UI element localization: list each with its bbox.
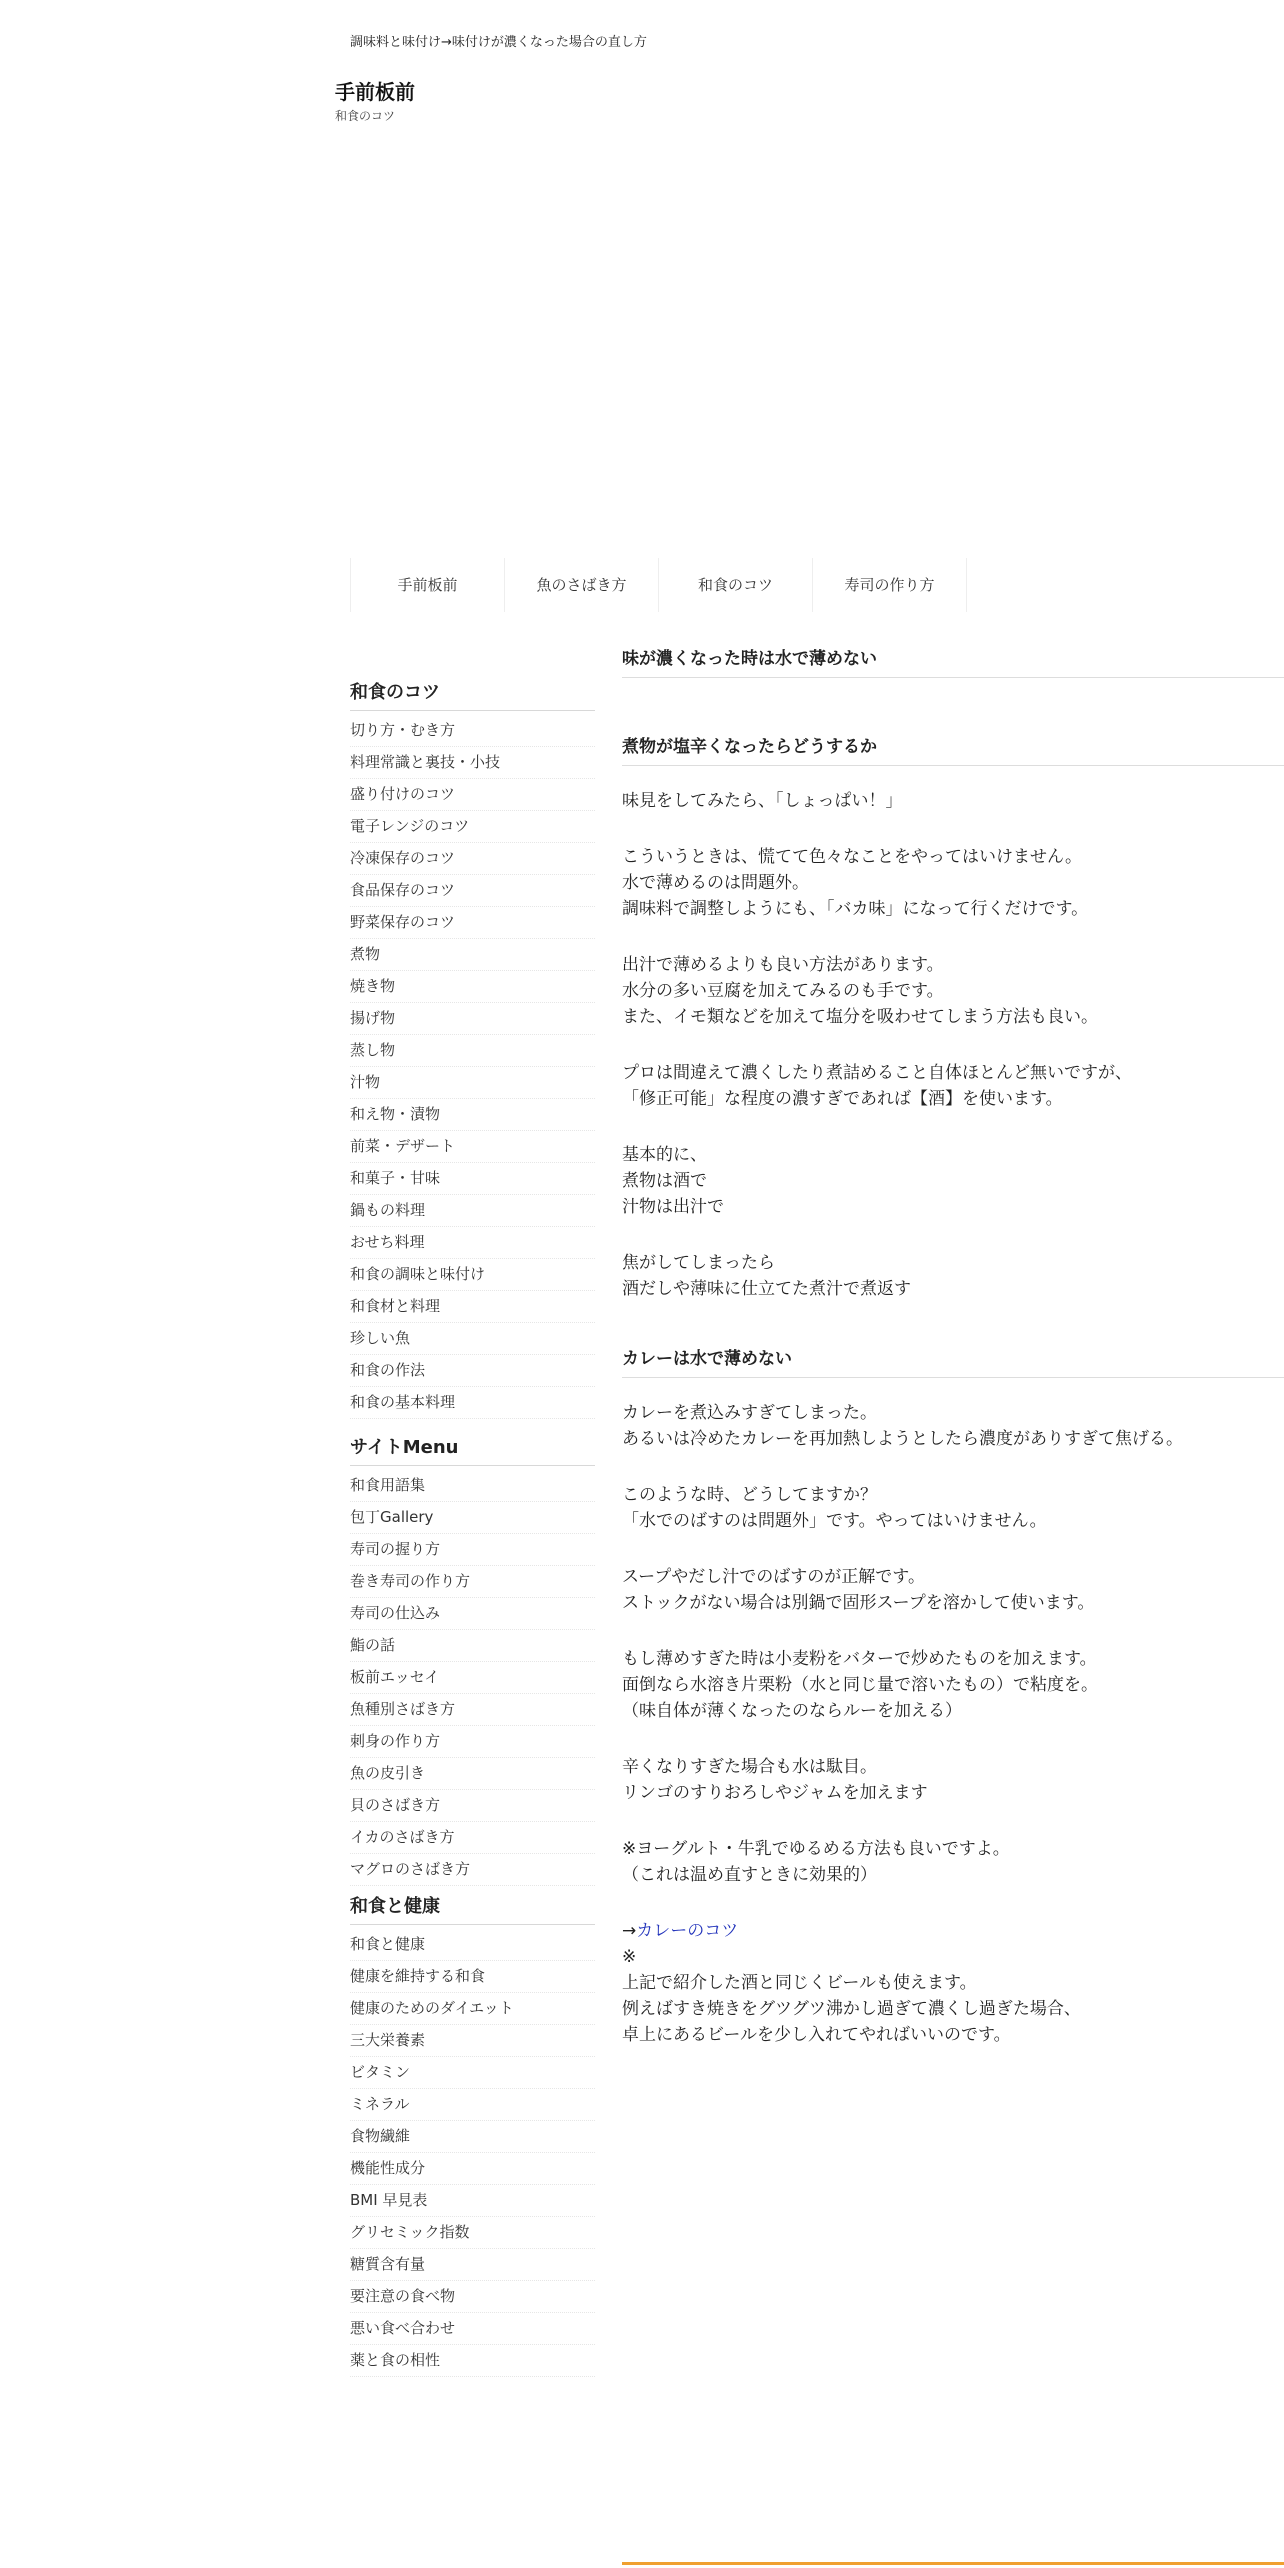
paragraph: （これは温め直すときに効果的）: [622, 1865, 877, 1885]
sidebar-item[interactable]: [350, 715, 595, 747]
paragraph: （味自体が薄くなったのならルーを加える）: [622, 1701, 962, 1721]
sidebar-item[interactable]: [350, 2025, 595, 2057]
article: [622, 644, 1284, 2048]
sidebar-item-link[interactable]: 寿司の仕込み: [350, 1604, 441, 1622]
sidebar-item[interactable]: [350, 1566, 595, 1598]
sidebar-item[interactable]: [350, 779, 595, 811]
sidebar-item[interactable]: [350, 1534, 595, 1566]
sidebar-list-washoku: [350, 715, 595, 1419]
sidebar-item[interactable]: [350, 1758, 595, 1790]
paragraph: カレーを煮込みすぎてしまった。: [622, 1403, 877, 1423]
paragraph: 味見をしてみたら、「しょっぱい！」: [622, 791, 903, 811]
sidebar-item[interactable]: [350, 1598, 595, 1630]
paragraph: また、イモ類などを加えて塩分を吸わせてしまう方法も良い。: [622, 1007, 1098, 1027]
sidebar-item-link[interactable]: ミネラル: [350, 2095, 410, 2113]
sidebar-item[interactable]: [350, 2281, 595, 2313]
sidebar-item[interactable]: [350, 2057, 595, 2089]
sidebar-item-link[interactable]: 和え物・漬物: [350, 1105, 441, 1123]
paragraph: 水で薄めるのは問題外。: [622, 873, 809, 893]
sidebar-heading-site-menu: サイトMenu: [350, 1431, 595, 1466]
sidebar-item[interactable]: [350, 1387, 595, 1419]
sidebar-item-link[interactable]: 悪い食べ合わせ: [350, 2319, 456, 2337]
sidebar-item-link[interactable]: 冷凍保存のコツ: [350, 849, 456, 867]
sidebar: [350, 676, 595, 2377]
sidebar-list-health: [350, 1929, 595, 2377]
sidebar-item-link[interactable]: 薬と食の相性: [350, 2351, 441, 2369]
paragraph: ※ヨーグルト・牛乳でゆるめる方法も良いですよ。: [622, 1839, 1010, 1859]
sidebar-item-link[interactable]: 刺身の作り方: [350, 1732, 441, 1750]
sidebar-item-link[interactable]: 料理常識と裏技・小技: [350, 753, 501, 771]
sidebar-item[interactable]: [350, 1470, 595, 1502]
sidebar-item[interactable]: [350, 1822, 595, 1854]
paragraph: 出汁で薄めるよりも良い方法があります。: [622, 955, 944, 975]
breadcrumb: 調味料と味付け→味付けが濃くなった場合の直し方: [350, 35, 647, 50]
paragraph: 基本的に、: [622, 1145, 707, 1165]
nav-item-washoku[interactable]: 和食のコツ: [659, 558, 813, 612]
sidebar-item[interactable]: [350, 1790, 595, 1822]
sidebar-item-link[interactable]: 貝のさばき方: [350, 1796, 441, 1814]
sidebar-item[interactable]: [350, 2345, 595, 2377]
paragraph: 「修正可能」な程度の濃すぎであれば【酒】を使います。: [622, 1089, 1063, 1109]
sidebar-item-link[interactable]: 和食と健康: [350, 1935, 426, 1953]
paragraph: プロは間違えて濃くしたり煮詰めること自体ほとんど無いですが、: [622, 1063, 1132, 1083]
sidebar-item-link[interactable]: 蒸し物: [350, 1041, 396, 1059]
sidebar-item[interactable]: [350, 971, 595, 1003]
sidebar-item[interactable]: [350, 843, 595, 875]
sidebar-heading-health: 和食と健康: [350, 1890, 595, 1925]
nav-item-sushi[interactable]: 寿司の作り方: [813, 558, 967, 612]
site-title[interactable]: 手前板前: [335, 80, 415, 104]
paragraph: もし薄めすぎた時は小麦粉をバターで炒めたものを加えます。: [622, 1649, 1097, 1669]
sidebar-item-link[interactable]: BMI 早見表: [350, 2191, 428, 2209]
sidebar-item[interactable]: [350, 2249, 595, 2281]
sidebar-item[interactable]: [350, 1993, 595, 2025]
sidebar-item-link[interactable]: マグロのさばき方: [350, 1860, 471, 1878]
sidebar-item-link[interactable]: 魚の皮引き: [350, 1764, 426, 1782]
site-description: 和食のコツ: [335, 109, 396, 123]
sidebar-item-link[interactable]: イカのさばき方: [350, 1828, 455, 1846]
sidebar-item[interactable]: [350, 1929, 595, 1961]
sidebar-item-link[interactable]: 盛り付けのコツ: [350, 785, 456, 803]
sidebar-item-link[interactable]: 機能性成分: [350, 2159, 426, 2177]
sidebar-item-link[interactable]: 健康のためのダイエット: [350, 1999, 514, 2017]
sidebar-item-link[interactable]: 健康を維持する和食: [350, 1967, 486, 1985]
sidebar-item[interactable]: [350, 1067, 595, 1099]
sidebar-item-link[interactable]: 和食材と料理: [350, 1297, 441, 1315]
sidebar-item[interactable]: [350, 2153, 595, 2185]
sidebar-item[interactable]: [350, 1035, 595, 1067]
sidebar-item[interactable]: [350, 1694, 595, 1726]
sidebar-item[interactable]: [350, 1195, 595, 1227]
paragraph: 酒だしや薄味に仕立てた煮汁で煮返す: [622, 1279, 911, 1299]
sidebar-item-link[interactable]: 魚種別さばき方: [350, 1700, 456, 1718]
paragraph: 上記で紹介した酒と同じくビールも使えます。: [622, 1973, 977, 1993]
paragraph: 焦がしてしまったら: [622, 1253, 775, 1273]
paragraph: リンゴのすりおろしやジャムを加えます: [622, 1783, 928, 1803]
sidebar-item-link[interactable]: 巻き寿司の作り方: [350, 1572, 471, 1590]
sidebar-item-link[interactable]: グリセミック指数: [350, 2223, 470, 2241]
paragraph: このような時、どうしてますか？: [622, 1485, 877, 1505]
sidebar-item-link[interactable]: 寿司の握り方: [350, 1540, 441, 1558]
sidebar-item[interactable]: [350, 1099, 595, 1131]
sidebar-item[interactable]: [350, 2089, 595, 2121]
sidebar-item-link[interactable]: 焼き物: [350, 977, 396, 995]
sidebar-item-link[interactable]: 板前エッセイ: [350, 1668, 440, 1686]
sidebar-item[interactable]: [350, 1662, 595, 1694]
sidebar-item-link[interactable]: 糖質含有量: [350, 2255, 426, 2273]
sidebar-item-link[interactable]: 和食の調味と味付け: [350, 1265, 486, 1283]
sidebar-item-link[interactable]: 食物繊維: [350, 2127, 411, 2145]
sidebar-item[interactable]: [350, 2185, 595, 2217]
paragraph: 「水でのばすのは問題外」です。やってはいけません。: [622, 1511, 1047, 1531]
sidebar-item[interactable]: [350, 939, 595, 971]
sidebar-item-link[interactable]: 鮨の話: [350, 1636, 396, 1654]
sidebar-item-link[interactable]: 珍しい魚: [350, 1329, 411, 1347]
sidebar-item-link[interactable]: 和食用語集: [350, 1476, 426, 1494]
sidebar-item-link[interactable]: 鍋もの料理: [350, 1201, 426, 1219]
sidebar-item-link[interactable]: 和食の作法: [350, 1361, 426, 1379]
article-title: 味が濃くなった時は水で薄めない: [622, 644, 1284, 678]
paragraph: 卓上にあるビールを少し入れてやればいいのです。: [622, 2025, 1011, 2045]
sidebar-item[interactable]: [350, 811, 595, 843]
sidebar-item[interactable]: [350, 1854, 595, 1886]
sidebar-item[interactable]: [350, 1323, 595, 1355]
paragraph: ストックがない場合は別鍋で固形スープを溶かして使います。: [622, 1593, 1095, 1613]
sidebar-item[interactable]: [350, 1355, 595, 1387]
curry-tips-link[interactable]: カレーのコツ: [636, 1921, 739, 1941]
sidebar-item[interactable]: [350, 1502, 595, 1534]
sidebar-item-link[interactable]: 和食の基本料理: [350, 1393, 456, 1411]
paragraph: 辛くなりすぎた場合も水は駄目。: [622, 1757, 877, 1777]
sidebar-heading-washoku: 和食のコツ: [350, 676, 595, 711]
sidebar-item-link[interactable]: 三大栄養素: [350, 2031, 426, 2049]
sidebar-item-link[interactable]: 煮物: [350, 945, 381, 963]
sidebar-item[interactable]: [350, 747, 595, 779]
sidebar-item-link[interactable]: 野菜保存のコツ: [350, 913, 456, 931]
arrow-text: →: [622, 1921, 637, 1941]
sidebar-item[interactable]: [350, 1630, 595, 1662]
sidebar-item[interactable]: [350, 875, 595, 907]
section-heading-curry: カレーは水で薄めない: [622, 1344, 1284, 1378]
global-nav: [350, 558, 967, 612]
sidebar-item[interactable]: [350, 1227, 595, 1259]
sidebar-item-link[interactable]: ビタミン: [350, 2063, 411, 2081]
sidebar-item[interactable]: [350, 907, 595, 939]
sidebar-item-link[interactable]: 包丁Gallery: [350, 1508, 434, 1526]
sidebar-item-link[interactable]: 電子レンジのコツ: [350, 817, 470, 835]
sidebar-item-link[interactable]: 切り方・むき方: [350, 721, 456, 739]
sidebar-item-link[interactable]: 要注意の食べ物: [350, 2287, 456, 2305]
paragraph: 面倒なら水溶き片栗粉（水と同じ量で溶いたもの）で粘度を。: [622, 1675, 1098, 1695]
sidebar-item[interactable]: [350, 1291, 595, 1323]
sidebar-item-link[interactable]: 揚げ物: [350, 1009, 396, 1027]
sidebar-item[interactable]: [350, 1131, 595, 1163]
sidebar-item[interactable]: [350, 2121, 595, 2153]
sidebar-item[interactable]: [350, 1961, 595, 1993]
curry-link-line: [622, 1918, 1284, 1944]
sidebar-item[interactable]: [350, 1163, 595, 1195]
nav-item-temaeitamae[interactable]: 手前板前: [351, 558, 505, 612]
section-heading-nimono: 煮物が塩辛くなったらどうするか: [622, 732, 1284, 766]
sidebar-item-link[interactable]: 前菜・デザート: [350, 1137, 456, 1155]
sidebar-item[interactable]: [350, 1726, 595, 1758]
sidebar-list-site-menu: [350, 1470, 595, 1886]
paragraph: 汁物は出汁で: [622, 1197, 724, 1217]
sidebar-item-link[interactable]: 汁物: [350, 1073, 381, 1091]
paragraph: あるいは冷めたカレーを再加熱しようとしたら濃度がありすぎて焦げる。: [622, 1429, 1183, 1449]
sidebar-item[interactable]: [350, 1003, 595, 1035]
note-mark: ※: [622, 1947, 637, 1967]
sidebar-item[interactable]: [350, 1259, 595, 1291]
paragraph: 調味料で調整しようにも、「バカ味」になって行くだけです。: [622, 899, 1089, 919]
paragraph: 例えばすき焼きをグツグツ沸かし過ぎて濃くし過ぎた場合、: [622, 1999, 1081, 2019]
nav-item-sakana[interactable]: 魚のさばき方: [505, 558, 659, 612]
sidebar-item-link[interactable]: おせち料理: [350, 1233, 425, 1251]
paragraph: 水分の多い豆腐を加えてみるのも手です。: [622, 981, 944, 1001]
sidebar-item-link[interactable]: 食品保存のコツ: [350, 881, 456, 899]
footer-accent-line: [622, 2562, 1284, 2565]
paragraph: 煮物は酒で: [622, 1171, 707, 1191]
sidebar-item[interactable]: [350, 2313, 595, 2345]
sidebar-item[interactable]: [350, 2217, 595, 2249]
paragraph: こういうときは、慌てて色々なことをやってはいけません。: [622, 847, 1083, 867]
sidebar-item-link[interactable]: 和菓子・甘味: [350, 1169, 441, 1187]
paragraph: スープやだし汁でのばすのが正解です。: [622, 1567, 925, 1587]
